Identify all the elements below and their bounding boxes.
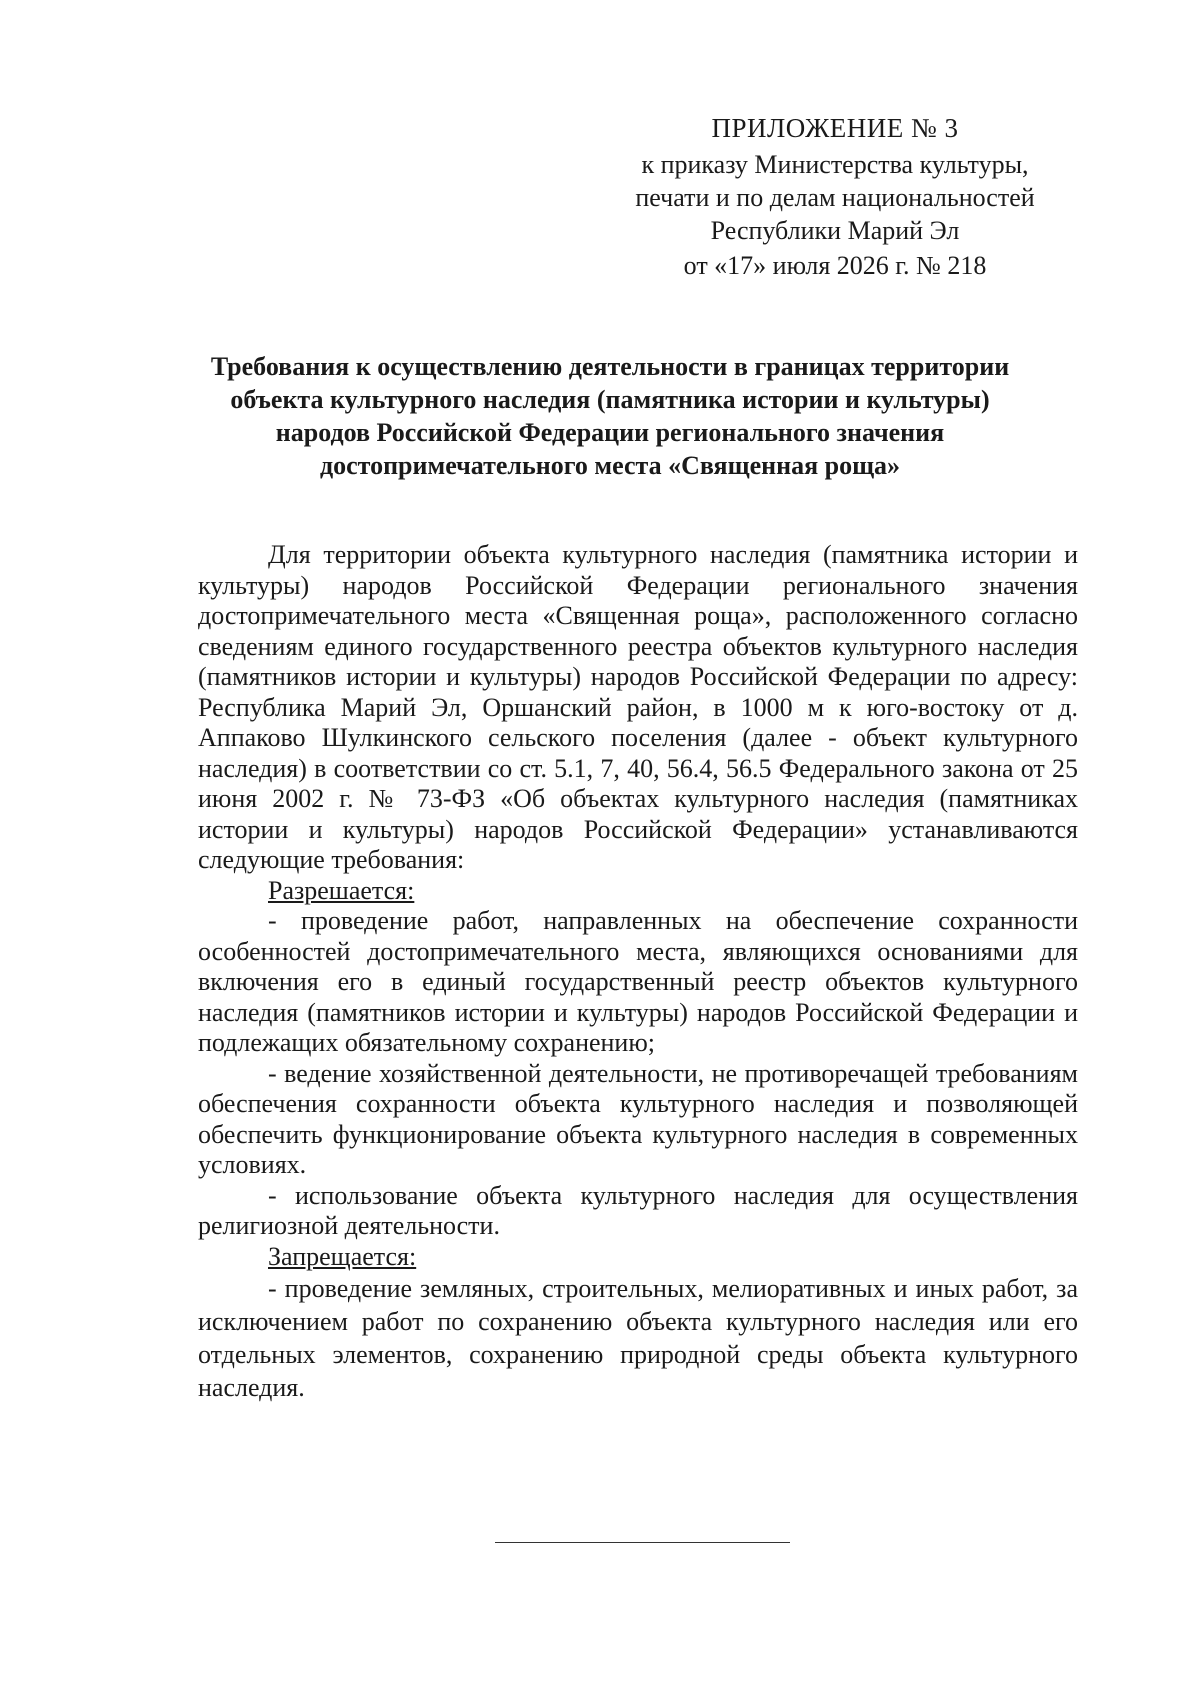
forbidden-item: - проведение земляных, строительных, мелиоративных и иных работ, за исключением работ по сохранению объекта культурного наследия или его отдельных элементов, сохранению природной среды объекта культурного наследия. xyxy=(198,1274,1078,1402)
allowed-item: - ведение хозяйственной деятельности, не противоречащей требованиям обеспечения сохранности объекта культурного наследия и позволяющей обеспечить функционирование объекта культурного наследия в современных условиях. xyxy=(198,1058,1078,1179)
appendix-line-3: Республики Марий Эл xyxy=(710,216,960,245)
closing-divider xyxy=(495,1542,790,1543)
title-line-2: объекта культурного наследия (памятника истории и культуры) xyxy=(230,385,990,414)
title-line-3: народов Российской Федерации регионального значения xyxy=(275,418,945,447)
title-line-1: Требования к осуществлению деятельности в границах территории xyxy=(210,352,1010,381)
allowed-heading xyxy=(198,876,1078,907)
title-line-4: достопримечательного места «Священная роща» xyxy=(319,451,901,480)
document-body xyxy=(198,540,1078,1404)
appendix-date: от «17» июля 2026 г. № 218 xyxy=(683,251,987,280)
appendix-line-2: печати и по делам национальностей xyxy=(635,183,1035,212)
allowed-item: - проведение работ, направленных на обеспечение сохранности особенностей достопримечательного места, являющихся основаниями для включения его в единый государственный реестр объектов культурного наследия (памятников истории и культуры) народов Российской Федерации и подлежащих обязательному сохранению; xyxy=(198,906,1078,1057)
forbidden-heading xyxy=(198,1242,1078,1273)
allowed-item: - использование объекта культурного наследия для осуществления религиозной деятельности. xyxy=(198,1180,1078,1240)
intro-paragraph: Для территории объекта культурного наследия (памятника истории и культуры) народов Российской Федерации регионального значения достопримечательного места «Священная роща», расположенного согласно сведениям единого государственного реестра объектов культурного наследия (памятников истории и культуры) народов Российской Федерации по адресу: Республика Марий Эл, Оршанский район, в 1000 м к юго-востоку от д. Аппаково Шулкинского сельского поселения (далее - объект культурного наследия) в соответствии со ст. 5.1, 7, 40, 56.4, 56.5 Федерального закона от 25 июня 2002 г. № 73-ФЗ «Об объектах культурного наследия (памятниках истории и культуры) народов Российской Федерации» устанавливаются следующие требования: xyxy=(198,540,1078,874)
document-title xyxy=(160,350,1060,482)
appendix-line-1: к приказу Министерства культуры, xyxy=(641,150,1029,179)
forbidden-heading-text: Запрещается: xyxy=(268,1241,417,1271)
appendix-heading: ПРИЛОЖЕНИЕ № 3 xyxy=(711,113,959,143)
appendix-block xyxy=(600,112,1070,282)
allowed-heading-text: Разрешается: xyxy=(268,875,415,905)
